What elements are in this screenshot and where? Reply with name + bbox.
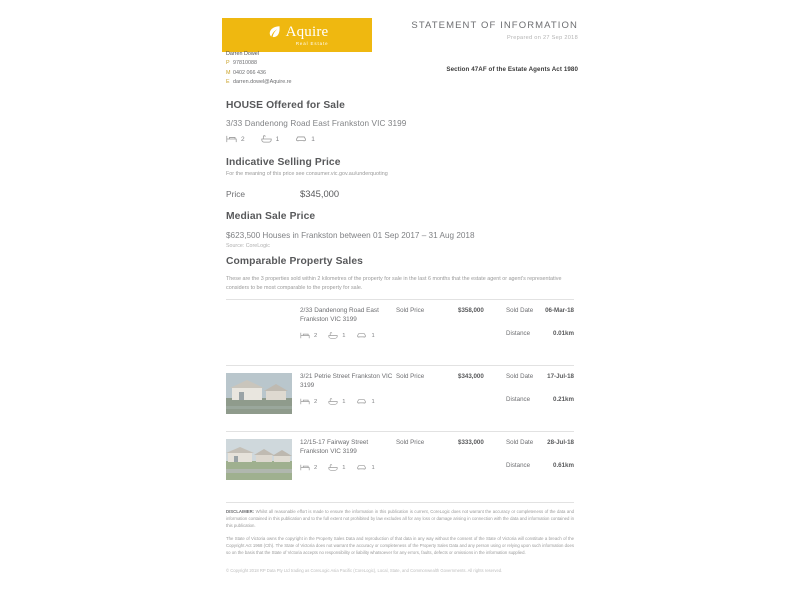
act-reference: Section 47AF of the Estate Agents Act 1980 <box>446 66 578 73</box>
agent-mobile: 0402 066 436 <box>233 69 266 76</box>
cars-count: 1 <box>311 135 315 143</box>
bed-icon <box>300 332 310 339</box>
median-line: $623,500 Houses in Frankston between 01 Sep 2017 – 31 Aug 2018 <box>226 231 475 240</box>
sold-price-label: Sold Price <box>396 307 425 314</box>
bath-icon <box>328 464 338 471</box>
feature-baths <box>328 332 345 339</box>
car-icon <box>295 135 307 143</box>
comparable-address: 3/21 Petrie Street Frankston VIC 3199 <box>300 373 393 389</box>
sold-price-value: $333,000 <box>458 439 484 446</box>
comparable-features <box>300 398 396 405</box>
disclaimer <box>226 502 574 563</box>
cars-count: 1 <box>371 464 375 471</box>
feature-cars <box>356 464 374 471</box>
property-address: 3/33 Dandenong Road East Frankston VIC 3199 <box>226 119 407 128</box>
sold-price-label: Sold Price <box>396 439 425 446</box>
comparable-heading: Comparable Property Sales <box>226 256 363 267</box>
disclaimer-label: DISCLAIMER: <box>226 509 255 514</box>
disclaimer-paragraph-2: The State of Victoria owns the copyright in the Property Sales Data and reproduction of that data in any way without the consent of the State of Victoria will constitute a breach of the Copyright Act 1968 (Cth). The State of Victoria does not warrant the accuracy or completeness of the Property Sales Data and any person using or relying upon such information does so on the basis that the State of Victoria accepts no responsibility or liability whatsoever for any errors, faults, defects or omissions in the information supplied. <box>226 535 574 555</box>
sold-date-value: 17-Jul-18 <box>547 373 574 380</box>
beds-count: 2 <box>241 135 245 143</box>
bath-icon <box>328 332 338 339</box>
baths-count: 1 <box>342 332 346 339</box>
feature-beds <box>300 464 317 471</box>
feature-cars <box>356 332 374 339</box>
baths-count: 1 <box>342 398 346 405</box>
comparable-features <box>300 464 396 471</box>
email-label: E <box>226 78 230 85</box>
agent-details <box>226 50 292 87</box>
company-logo <box>222 18 372 52</box>
comparable-row <box>226 365 574 414</box>
car-icon <box>356 332 367 339</box>
bath-icon <box>261 135 272 143</box>
car-icon <box>356 398 367 405</box>
cars-count: 1 <box>371 332 375 339</box>
sold-date-label: Sold Date <box>506 307 534 314</box>
bed-icon <box>300 464 310 471</box>
comparable-section-header <box>226 256 574 293</box>
distance-label: Distance <box>506 330 531 337</box>
mobile-label: M <box>226 69 231 76</box>
sold-price-value: $358,000 <box>458 307 484 314</box>
distance-label: Distance <box>506 396 531 403</box>
comparable-features <box>300 332 396 339</box>
comparable-row <box>226 299 574 348</box>
feature-beds <box>300 332 317 339</box>
property-photo <box>226 307 292 348</box>
cars-count: 1 <box>371 398 375 405</box>
sold-price-label: Sold Price <box>396 373 425 380</box>
sold-date-label: Sold Date <box>506 439 534 446</box>
sold-price-value: $343,000 <box>458 373 484 380</box>
median-source: Source: CoreLogic <box>226 243 270 249</box>
property-section <box>226 100 574 143</box>
disclaimer-paragraph-1: Whilst all reasonable effort is made to ensure the information in this publication is current, CoreLogic does not warrant the accuracy or completeness of the data and information contained in this publication and to the full extent not prohibited by law excludes all for any loss or damage arising in connection with the data and information contained in this publication. <box>226 509 574 528</box>
feature-baths <box>328 398 345 405</box>
beds-count: 2 <box>314 332 318 339</box>
comparable-address: 2/33 Dandenong Road East Frankston VIC 3199 <box>300 307 379 323</box>
feature-beds <box>226 135 245 143</box>
sold-date-value: 28-Jul-18 <box>547 439 574 446</box>
feature-baths <box>328 464 345 471</box>
statement-title: STATEMENT OF INFORMATION <box>411 20 578 31</box>
distance-label: Distance <box>506 462 531 469</box>
agent-email: darren.dowel@Aquire.re <box>233 78 292 85</box>
comparable-address: 12/15-17 Fairway Street Frankston VIC 3199 <box>300 439 369 455</box>
prepared-on: Prepared on 27 Sep 2018 <box>507 35 578 41</box>
copyright: © Copyright 2018 RP Data Pty Ltd trading as CoreLogic Asia Pacific (CoreLogic), Local, State, and Commonwealth Governments. All rights reserved. <box>226 568 503 573</box>
property-heading: HOUSE Offered for Sale <box>226 100 345 111</box>
indicative-note: For the meaning of this price see consumer.vic.gov.au/underquoting <box>226 171 388 177</box>
price-value: $345,000 <box>300 188 340 199</box>
property-features <box>226 135 574 143</box>
sold-date-label: Sold Date <box>506 373 534 380</box>
median-price-section <box>226 211 574 249</box>
comparable-note: These are the 3 properties sold within 2 kilometres of the property for sale in the last 6 months that the estate agent or agent's representative considers to be most comparable to the property for sale. <box>226 276 562 291</box>
bath-icon <box>328 398 338 405</box>
indicative-price-row <box>226 188 574 199</box>
feature-cars <box>295 135 315 143</box>
baths-count: 1 <box>342 464 346 471</box>
beds-count: 2 <box>314 398 318 405</box>
baths-count: 1 <box>275 135 280 143</box>
agent-name: Darren Dowel <box>226 51 259 57</box>
feature-beds <box>300 398 317 405</box>
property-photo <box>226 439 292 480</box>
price-label: Price <box>226 189 246 199</box>
indicative-price-section <box>226 157 574 199</box>
feature-cars <box>356 398 374 405</box>
bed-icon <box>226 135 237 143</box>
beds-count: 2 <box>314 464 318 471</box>
phone-label: P <box>226 60 230 67</box>
logo-tagline: Real Estate <box>295 41 329 46</box>
indicative-heading: Indicative Selling Price <box>226 157 341 168</box>
distance-value: 0.61km <box>553 462 574 469</box>
property-photo <box>226 373 292 414</box>
car-icon <box>356 464 367 471</box>
logo-wordmark: Aquire <box>285 23 329 40</box>
distance-value: 0.01km <box>553 330 574 337</box>
agent-phone: 97810088 <box>233 60 257 67</box>
comparable-row <box>226 431 574 480</box>
bed-icon <box>300 398 310 405</box>
distance-value: 0.21km <box>553 396 574 403</box>
leaf-icon <box>266 24 282 40</box>
sold-date-value: 06-Mar-18 <box>545 307 574 314</box>
median-heading: Median Sale Price <box>226 211 316 222</box>
feature-baths <box>261 135 280 143</box>
